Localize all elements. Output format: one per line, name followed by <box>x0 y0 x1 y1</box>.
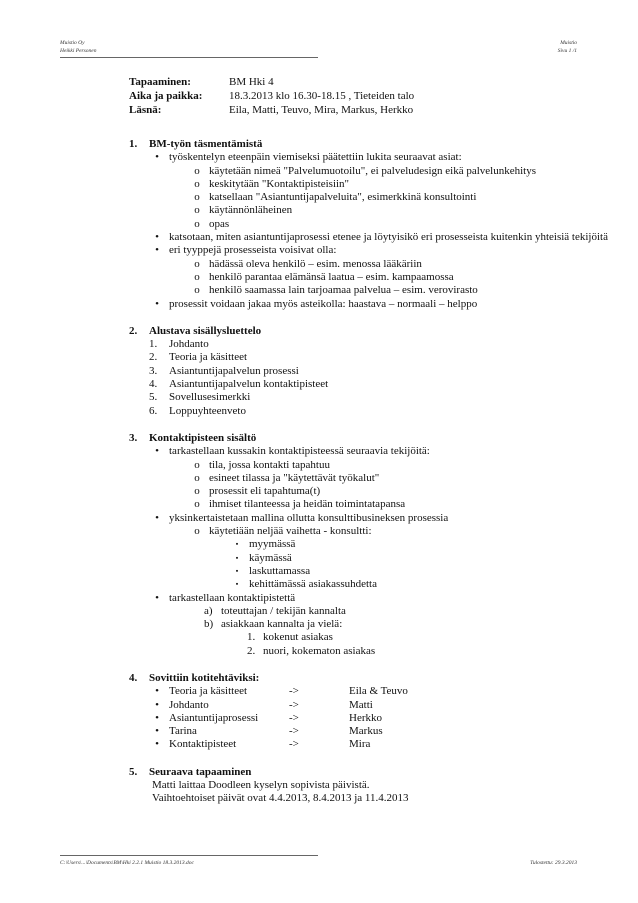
list-item <box>129 244 609 257</box>
list-item <box>129 151 609 164</box>
header-page-number: Sivu 1 /1 <box>557 48 577 54</box>
assignee: Markus <box>349 725 383 738</box>
item-text: keskitytään "Kontaktipisteisiin" <box>209 177 350 190</box>
bullet-icon: • <box>155 297 159 310</box>
item-text: Sovellusesimerkki <box>169 391 251 404</box>
circle-bullet-icon: o <box>194 458 200 471</box>
section-title: BM-työn täsmentämistä <box>149 138 263 150</box>
section-5 <box>129 766 609 806</box>
list-item <box>129 459 609 472</box>
item-text: tila, jossa kontakti tapahtuu <box>209 458 330 471</box>
list-item <box>129 191 609 204</box>
list-item <box>129 631 609 644</box>
item-letter: b) <box>204 618 214 631</box>
circle-bullet-icon: o <box>194 257 200 270</box>
bullet-icon: • <box>155 711 159 724</box>
list-item <box>129 565 609 578</box>
meta-label: Aika ja paikka: <box>129 90 203 102</box>
section-3 <box>129 432 609 658</box>
item-text: Asiantuntijapalvelun kontaktipisteet <box>169 378 329 391</box>
task-row <box>129 685 609 698</box>
list-item <box>129 578 609 591</box>
circle-bullet-icon: o <box>194 485 200 498</box>
item-text: katsellaan "Asiantuntijapalveluita", esimerkkinä konsultointi <box>209 191 477 204</box>
list-item <box>129 472 609 485</box>
list-item <box>129 618 609 631</box>
bullet-icon: • <box>155 231 159 244</box>
list-item <box>129 391 609 404</box>
list-item <box>129 165 609 178</box>
task-name: Johdanto <box>169 698 209 711</box>
square-bullet-icon: ▪ <box>235 580 239 589</box>
item-number: 1. <box>149 338 158 351</box>
arrow: -> <box>289 738 299 751</box>
item-text: Loppuyhteenveto <box>169 404 246 417</box>
item-text: katsotaan, miten asiantuntijaprosessi etenee ja löytyisikö eri prosesseista kuitenkin yhteisiä tekijöitä <box>169 231 608 244</box>
item-text: henkilö parantaa elämänsä laatua – esim. kampaamossa <box>209 270 454 283</box>
section-number: 2. <box>129 324 138 337</box>
footer-rule <box>60 855 318 856</box>
assignee: Matti <box>349 698 373 711</box>
meta-value: BM Hki 4 <box>229 76 274 88</box>
assignee: Herkko <box>349 711 382 724</box>
item-number: 6. <box>149 404 158 417</box>
list-item <box>129 338 609 351</box>
bullet-icon: • <box>155 244 159 257</box>
meta-row <box>129 76 609 90</box>
list-item <box>129 485 609 498</box>
list-item <box>129 605 609 618</box>
item-text: yksinkertaistetaan mallina ollutta konsulttibusineksen prosessia <box>169 511 449 524</box>
circle-bullet-icon: o <box>194 204 200 217</box>
list-item <box>129 231 609 244</box>
item-number: 4. <box>149 378 158 391</box>
bullet-icon: • <box>155 725 159 738</box>
item-text: esineet tilassa ja "käytettävät työkalut" <box>209 471 380 484</box>
section-number: 1. <box>129 138 138 150</box>
bullet-icon: • <box>155 685 159 698</box>
bullet-icon: • <box>155 698 159 711</box>
square-bullet-icon: ▪ <box>235 553 239 562</box>
footer-print-date: Tulostettu: 29.3.2013 <box>530 860 577 866</box>
item-text: kehittämässä asiakassuhdetta <box>249 578 377 591</box>
item-text: työskentelyn eteenpäin viemiseksi päätettiin lukita seuraavat asiat: <box>169 151 462 164</box>
task-name: Asiantuntijaprosessi <box>169 711 259 724</box>
bullet-icon: • <box>155 738 159 751</box>
item-text: tarkastellaan kussakin kontaktipisteessä seuraavia tekijöitä: <box>169 445 430 458</box>
list-item <box>129 405 609 418</box>
arrow: -> <box>289 698 299 711</box>
list-item <box>129 351 609 364</box>
section-title: Alustava sisällysluettelo <box>149 324 262 337</box>
paragraph: Vaihtoehtoiset päivät ovat 4.4.2013, 8.4.2013 ja 11.4.2013 <box>152 792 409 805</box>
section-title: Seuraava tapaaminen <box>149 765 252 778</box>
meta-label: Tapaaminen: <box>129 76 191 88</box>
circle-bullet-icon: o <box>194 191 200 204</box>
section-heading <box>129 138 609 151</box>
list-item <box>129 284 609 297</box>
item-number: 2. <box>149 351 158 364</box>
item-text: laskuttamassa <box>249 564 311 577</box>
square-bullet-icon: ▪ <box>235 566 239 575</box>
section-4 <box>129 672 609 752</box>
bullet-icon: • <box>155 591 159 604</box>
item-text: Teoria ja käsitteet <box>169 351 248 364</box>
item-text: kokenut asiakas <box>263 631 333 644</box>
arrow: -> <box>289 711 299 724</box>
list-item <box>129 218 609 231</box>
circle-bullet-icon: o <box>194 498 200 511</box>
item-text: käytetään nimeä "Palvelumuotoilu", ei palveludesign eikä palvelunkehitys <box>209 164 536 177</box>
item-text: henkilö saamassa lain tarjoamaa palvelua – esim. verovirasto <box>209 284 478 297</box>
list-item <box>129 525 609 538</box>
task-row <box>129 699 609 712</box>
list-item <box>129 298 609 311</box>
item-text: nuori, kokematon asiakas <box>263 644 376 657</box>
section-heading <box>129 432 609 445</box>
section-number: 5. <box>129 765 138 778</box>
header-doc-type: Muistio <box>560 40 577 46</box>
item-number: 1. <box>247 631 256 644</box>
list-item <box>129 378 609 391</box>
item-text: ihmiset tilanteessa ja heidän toimintatapansa <box>209 498 406 511</box>
meta-value: 18.3.2013 klo 16.30-18.15 , Tieteiden talo <box>229 90 415 102</box>
item-text: Asiantuntijapalvelun prosessi <box>169 364 299 377</box>
assignee: Mira <box>349 738 371 751</box>
circle-bullet-icon: o <box>194 164 200 177</box>
item-number: 3. <box>149 364 158 377</box>
footer-file-path: C:\Users\...\Documents\BM\Hki 2.2.1 Muistio 18.3.2013.doc <box>60 860 194 866</box>
arrow: -> <box>289 725 299 738</box>
meta-label: Läsnä: <box>129 104 162 116</box>
item-text: käytännönläheinen <box>209 204 293 217</box>
task-name: Kontaktipisteet <box>169 738 237 751</box>
item-number: 2. <box>247 644 256 657</box>
task-row <box>129 712 609 725</box>
item-text: myymässä <box>249 538 296 551</box>
circle-bullet-icon: o <box>194 217 200 230</box>
section-number: 4. <box>129 671 138 684</box>
task-row <box>129 738 609 751</box>
paragraph: Matti laittaa Doodleen kyselyn sopivista päivistä. <box>152 779 370 792</box>
section-title: Sovittiin kotitehtäviksi: <box>149 671 260 684</box>
section-1 <box>129 138 609 311</box>
list-item <box>129 365 609 378</box>
circle-bullet-icon: o <box>194 471 200 484</box>
bullet-icon: • <box>155 445 159 458</box>
section-title: Kontaktipisteen sisältö <box>149 431 257 444</box>
square-bullet-icon: ▪ <box>235 540 239 549</box>
bullet-icon: • <box>155 151 159 164</box>
item-number: 5. <box>149 391 158 404</box>
list-item <box>129 498 609 511</box>
item-text: toteuttajan / tekijän kannalta <box>221 604 346 617</box>
item-text: prosessit eli tapahtuma(t) <box>209 485 321 498</box>
assignee: Eila & Teuvo <box>349 685 408 698</box>
section-2 <box>129 325 609 418</box>
section-heading <box>129 325 609 338</box>
item-text: käytetiään neljää vaihetta - konsultti: <box>209 525 372 538</box>
circle-bullet-icon: o <box>194 525 200 538</box>
item-text: eri tyyppejä prosesseista voisivat olla: <box>169 244 337 257</box>
item-text: Johdanto <box>169 338 209 351</box>
bullet-icon: • <box>155 511 159 524</box>
circle-bullet-icon: o <box>194 270 200 283</box>
arrow: -> <box>289 685 299 698</box>
meta-row <box>129 90 609 104</box>
header-company: Muistio Oy <box>60 40 85 46</box>
item-text: tarkastellaan kontaktipistettä <box>169 591 296 604</box>
section-heading <box>129 672 609 685</box>
meta-row <box>129 104 609 118</box>
task-name: Tarina <box>169 725 197 738</box>
header-author: Heikki Personen <box>60 48 97 54</box>
section-number: 3. <box>129 431 138 444</box>
meta-value: Eila, Matti, Teuvo, Mira, Markus, Herkko <box>229 104 414 116</box>
list-item <box>129 258 609 271</box>
memo-body <box>129 76 609 806</box>
task-row <box>129 725 609 738</box>
section-heading <box>129 766 609 779</box>
item-text: opas <box>209 217 230 230</box>
header-rule <box>60 57 318 58</box>
circle-bullet-icon: o <box>194 284 200 297</box>
task-name: Teoria ja käsitteet <box>169 685 248 698</box>
meeting-meta <box>129 76 609 118</box>
list-item <box>129 552 609 565</box>
item-text: käymässä <box>249 551 292 564</box>
list-item <box>129 538 609 551</box>
list-item <box>129 445 609 458</box>
item-text: asiakkaan kannalta ja vielä: <box>221 618 343 631</box>
list-item <box>129 645 609 658</box>
circle-bullet-icon: o <box>194 177 200 190</box>
list-item <box>129 204 609 217</box>
list-item <box>129 512 609 525</box>
item-text: hädässä oleva henkilö – esim. menossa lääkäriin <box>209 257 422 270</box>
list-item <box>129 592 609 605</box>
list-item <box>129 178 609 191</box>
item-letter: a) <box>204 604 213 617</box>
item-text: prosessit voidaan jakaa myös asteikolla: haastava – normaali – helppo <box>169 297 478 310</box>
list-item <box>129 271 609 284</box>
